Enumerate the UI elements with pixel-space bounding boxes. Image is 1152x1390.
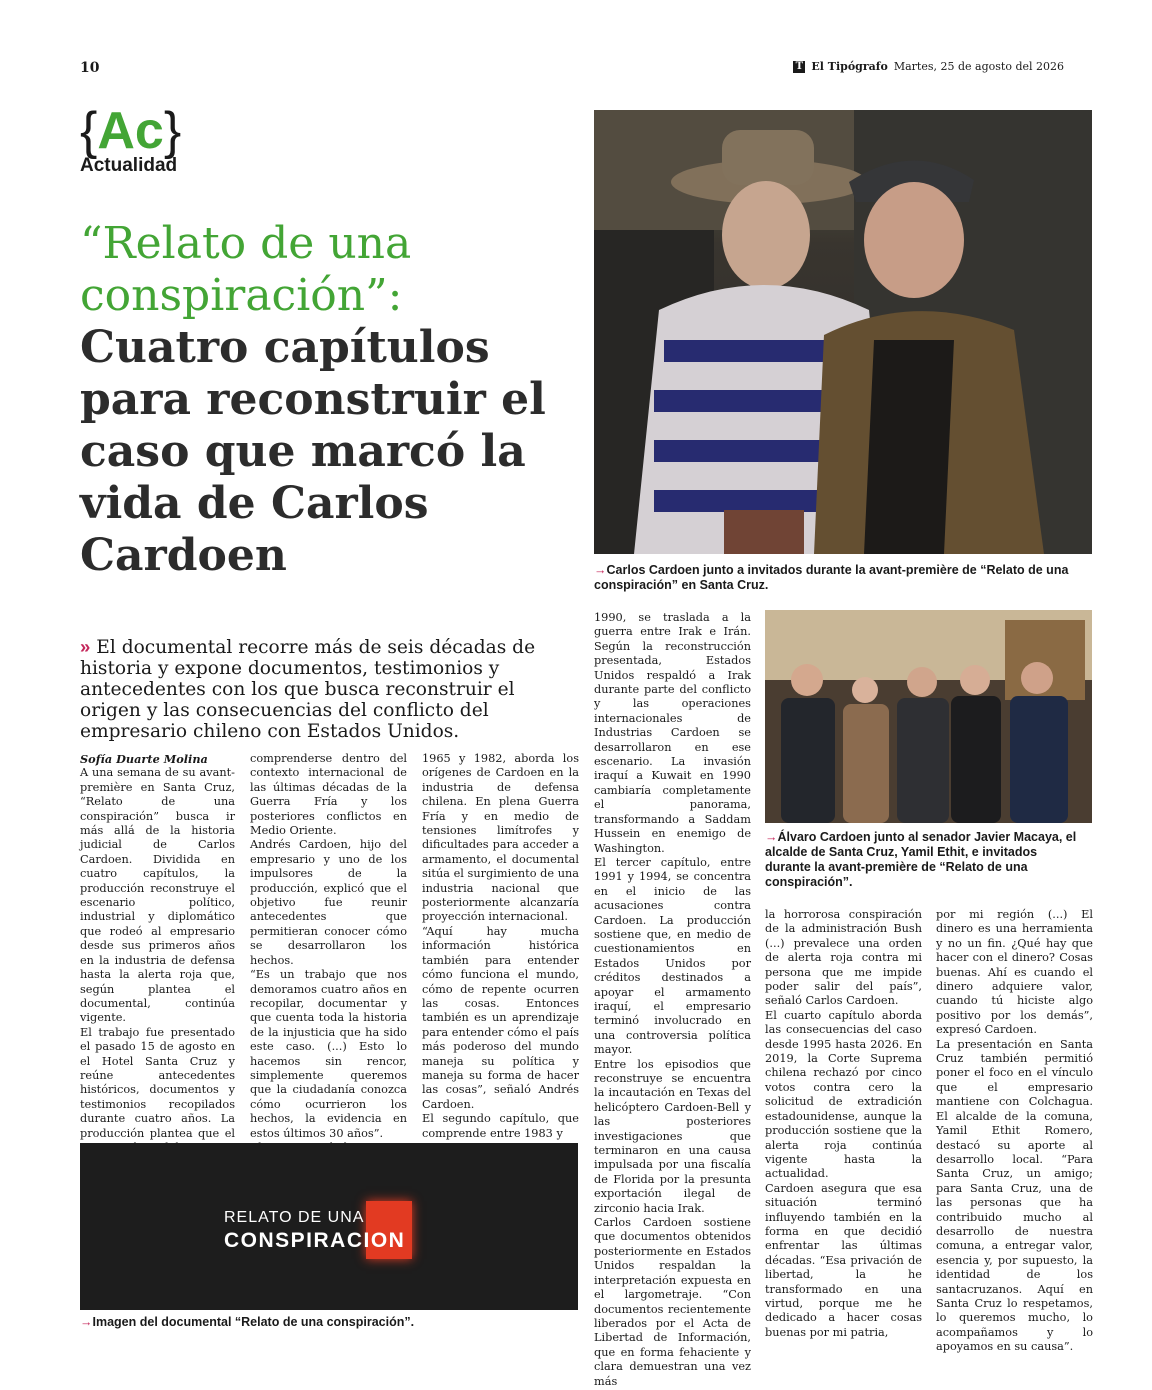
article-column-1 <box>80 752 235 1155</box>
paragraph: Carlos Cardoen sostiene que documentos obtenidos posteriormente en Estados Unidos respaldan la interpretación expuesta en el largometraje. “Con documentos recientemente liberados por el Acta de Libertad de Información, que en forma fehaciente y clara demuestran una vez más <box>594 1216 751 1388</box>
paragraph: 1965 y 1982, aborda los orígenes de Cardoen en la industria de defensa chilena. En plena Guerra Fría y en medio de tensiones limítrofes y dificultades para acceder a armamento, el documental sitúa el surgimiento de una industria nacional que posteriormente alcanzaría proyección internacional. <box>422 752 579 924</box>
photo1-caption <box>594 563 1094 593</box>
section-code <box>80 103 181 159</box>
photo2-caption <box>765 830 1085 890</box>
documentary-title-line2: CONSPIRACION <box>224 1229 406 1252</box>
photo-carlos-cardoen-illustration <box>594 110 1092 554</box>
paragraph: El segundo capítulo, que comprende entre 1983 y <box>422 1112 579 1140</box>
section-code-letters: Ac <box>97 102 164 160</box>
photo-group-illustration <box>765 610 1092 823</box>
article-column-2 <box>250 752 407 1155</box>
publication-name: El Tipógrafo <box>811 60 888 73</box>
brace-open: { <box>80 102 98 160</box>
paragraph: A una semana de su avant-première en Santa Cruz, “Relato de una conspiración” busca ir más allá de la historia judicial de Carlos Cardoen. Dividida en cuatro capítulos, la producción reconstruye el escenario político, industrial y diplomático que rodeó al empresario desde sus primeros años en la industria de defensa hasta la alerta roja que, según plantea el documental, continúa vigente. <box>80 766 235 1025</box>
masthead <box>793 60 1064 73</box>
headline-subtitle: Cuatro capítulos para reconstruir el caso que marcó la vida de Carlos Cardoen <box>80 322 546 581</box>
documentary-title-image <box>80 1143 578 1310</box>
article-column-4 <box>594 611 751 1389</box>
paragraph: El cuarto capítulo aborda las consecuencias del caso desde 1995 hasta 2026. En 2019, la Corte Suprema chilena rechazó por cinco votos contra cero la solicitud de extradición estadounidense, aunque la producción sostiene que la alerta roja continúa vigente hasta la actualidad. <box>765 1008 922 1181</box>
section-tag <box>80 103 181 177</box>
paragraph: 1990, se traslada a la guerra entre Irak e Irán. Según la reconstrucción presentada, Estados Unidos respaldó a Irak durante parte del conflicto y las operaciones internacionales de Industrias Cardoen se desarrollaron en ese escenario. La invasión iraquí a Kuwait en 1990 cambiaría completamente el panorama, transformando a Saddam Hussein en enemigo de Washington. <box>594 611 751 855</box>
paragraph: Entre los episodios que reconstruye se encuentra la incautación en Texas del helicóptero Cardoen-Bell y las posteriores investigaciones que terminaron en una causa impulsada por una fiscalía de Florida por la presunta exportación ilegal de zirconio hacia Irak. <box>594 1057 751 1215</box>
paragraph: El tercer capítulo, entre 1991 y 1994, se concentra en el inicio de las acusaciones contra Cardoen. La producción sostiene que, en medio de cuestionamientos en Estados Unidos por créditos destinados a apoyar el armamento iraquí, el empresario terminó involucrado en una controversia política mayor. <box>594 855 751 1057</box>
caption-arrow-icon: → <box>80 1315 93 1329</box>
lead-marker-icon: » <box>80 636 91 657</box>
paragraph: por mi región (...) El dinero es una herramienta y no un fin. ¿Qué hay que hacer con el dinero? Cosas buenas. Ahí es cuando el dinero adquiere valor, cuando tú hiciste algo positivo por los demás”, expresó Cardoen. <box>936 908 1093 1037</box>
paragraph: Cardoen asegura que esa situación terminó influyendo también en la forma en que decidió enfrentar las últimas décadas. “Esa privación de libertad, la he transformado en una virtud, porque me he dedicado a hacer cosas buenas por mi patria, <box>765 1181 922 1339</box>
article-column-5 <box>765 908 922 1340</box>
paragraph: La presentación en Santa Cruz también permitió poner el foco en el vínculo que el empresario mantiene con Colchagua. El alcalde de la comuna, Yamil Ethit Romero, destacó su aporte al desarrollo local. “Para Santa Cruz, un amigo; para Santa Cruz, una de las personas que ha contribuido mucho al desarrollo de nuestra comuna, a entregar valor, esencia y, por supuesto, la identidad de los santacruzanos. Aquí en Santa Cruz lo respetamos, lo queremos mucho, lo acompañamos y lo apoyamos en su causa”. <box>936 1037 1093 1354</box>
section-label: Actualidad <box>80 155 178 176</box>
publication-logo-icon: T <box>793 61 805 73</box>
photo-alvaro-cardoen-group <box>765 610 1092 823</box>
photo2-caption-text: Álvaro Cardoen junto al senador Javier Macaya, el alcalde de Santa Cruz, Yamil Ethit, e invitados durante la avant-première de “Relato de una conspiración”. <box>765 830 1077 889</box>
paragraph: Andrés Cardoen, hijo del empresario y uno de los impulsores de la producción, explicó que el objetivo fue reunir antecedentes que permitieran conocer cómo se desarrollaron los hechos. <box>250 838 407 967</box>
page-number: 10 <box>80 60 100 76</box>
paragraph: comprenderse dentro del contexto internacional de las últimas décadas de la Guerra Fría y los posteriores conflictos en Medio Oriente. <box>250 752 407 838</box>
image-caption-text: Imagen del documental “Relato de una conspiración”. <box>92 1315 415 1329</box>
byline: Sofía Duarte Molina <box>80 752 208 766</box>
caption-arrow-icon: → <box>765 830 778 844</box>
lead-text: El documental recorre más de seis décadas de historia y expone documentos, testimonios y antecedentes con los que busca reconstruir el origen y las consecuencias del conflicto del empresario chileno con Estados Unidos. <box>80 637 536 742</box>
headline <box>80 218 580 582</box>
caption-arrow-icon: → <box>594 563 607 577</box>
photo-carlos-cardoen <box>594 110 1092 554</box>
paragraph: El trabajo fue presentado el pasado 15 de agosto en el Hotel Santa Cruz y reúne antecedentes históricos, documentos y testimonios recopilados durante cuatro años. La producción plantea que el <box>80 1025 235 1140</box>
paragraph: “Es un trabajo que nos demoramos cuatro años en recopilar, documentar y que cuenta toda la historia de la injusticia que ha sido este caso. (...) Esto lo hacemos sin rencor, simplemente queremos que la ciudadanía conozca cómo ocurrieron los hechos, la evidencia en estos últimos 30 años”. <box>250 968 407 1140</box>
image-caption <box>80 1315 580 1330</box>
article-column-3 <box>422 752 579 1141</box>
documentary-title-line1: RELATO DE UNA <box>224 1209 365 1226</box>
headline-title-quote: “Relato de una conspiración”: <box>80 218 412 321</box>
brace-close: } <box>163 102 182 160</box>
article-column-6 <box>936 908 1093 1355</box>
lead-paragraph <box>80 636 578 742</box>
issue-date: Martes, 25 de agosto del 2026 <box>893 60 1064 73</box>
photo1-caption-text: Carlos Cardoen junto a invitados durante la avant-première de “Relato de una conspiración” en Santa Cruz. <box>594 563 1069 592</box>
paragraph: “Aquí hay mucha información histórica también para entender cómo funciona el mundo, cómo de repente ocurren las cosas. Entonces también es un aprendizaje para entender cómo el país más poderoso del mundo maneja su política y maneja su forma de hacer las cosas”, señaló Andrés Cardoen. <box>422 924 579 1111</box>
paragraph: la horrorosa conspiración de la administración Bush (...) prevalece una orden de alerta roja contra mi persona que me impide poder salir del país”, señaló Carlos Cardoen. <box>765 908 922 1008</box>
